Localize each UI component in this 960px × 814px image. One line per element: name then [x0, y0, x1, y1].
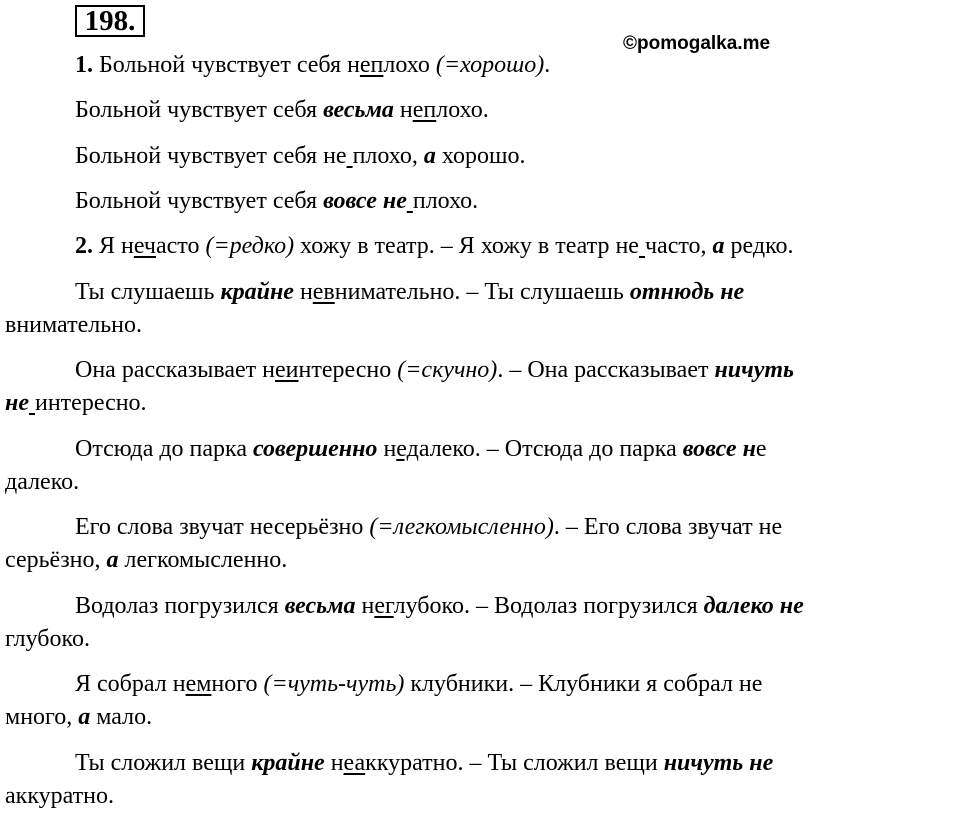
bold-italic-text: весьма	[323, 97, 394, 123]
watermark: ©pomogalka.me	[623, 33, 771, 54]
text: ного	[211, 671, 264, 697]
bold-italic-text: весьма	[284, 593, 356, 619]
text: много,	[5, 704, 79, 730]
section-number: 2.	[75, 233, 93, 259]
text: Отсюда до парка	[75, 436, 253, 462]
section-number: 1.	[75, 52, 93, 78]
underlined-text: еп	[412, 97, 437, 123]
text: плохо,	[352, 143, 424, 169]
text: Я н	[93, 233, 134, 259]
text: . – Она рассказывает	[497, 357, 715, 383]
text: Водолаз погрузился	[75, 593, 285, 619]
text: Ты слушаешь	[75, 279, 221, 305]
bold-italic-text: ничуть не	[663, 750, 774, 776]
underlined-text: ем	[185, 671, 212, 697]
text: мало.	[90, 704, 153, 730]
text: асто	[155, 233, 206, 259]
text: Я собрал н	[75, 671, 186, 697]
bold-italic-text: а	[106, 547, 119, 573]
text: н	[324, 750, 344, 776]
text: Его слова звучат несерьёзно	[75, 514, 370, 540]
text: нтересно	[298, 357, 398, 383]
text: внимательно.	[5, 312, 142, 338]
text: Она рассказывает н	[75, 357, 275, 383]
text: плохо.	[412, 188, 479, 214]
text: Больной чувствует себя н	[93, 52, 360, 78]
underlined-text: ег	[374, 593, 394, 619]
bold-italic-text: крайне	[220, 279, 294, 305]
underlined-text: еи	[275, 357, 299, 383]
italic-text: (=редко)	[205, 233, 295, 259]
bold-italic-text: вовсе не	[323, 188, 407, 214]
text: ккуратно. – Ты сложил вещи	[365, 750, 664, 776]
text: Больной чувствует себя не	[75, 143, 347, 169]
bold-italic-text: вовсе н	[682, 436, 756, 462]
paragraph-2f	[5, 593, 960, 653]
bold-italic-text: не	[5, 390, 29, 416]
text: Больной чувствует себя	[75, 97, 324, 123]
underlined-text: еч	[133, 233, 156, 259]
text: легкомысленно.	[118, 547, 288, 573]
text: лубоко. – Водолаз погрузился	[393, 593, 704, 619]
text: лохо.	[436, 97, 489, 123]
text: серьёзно,	[5, 547, 107, 573]
text: интересно.	[34, 390, 147, 416]
bold-italic-text: далеко не	[703, 593, 804, 619]
text: лохо	[383, 52, 436, 78]
paragraph-1b	[75, 97, 960, 124]
bold-italic-text: ничуть	[714, 357, 795, 383]
text: глубоко.	[5, 626, 90, 652]
bold-italic-text: а	[78, 704, 91, 730]
text: нимательно. – Ты слушаешь	[334, 279, 630, 305]
exercise-number: 198.	[75, 5, 145, 37]
text: н	[293, 279, 313, 305]
text: .	[544, 52, 551, 78]
text: клубники. – Клубники я собрал не	[404, 671, 763, 697]
bold-italic-text: совершенно	[253, 436, 378, 462]
paragraph-1c	[75, 143, 960, 170]
text: редко.	[724, 233, 794, 259]
underlined-text: ед	[396, 436, 419, 462]
paragraph-2g	[5, 671, 960, 731]
paragraph-2b	[5, 279, 960, 339]
paragraph-2a	[75, 233, 960, 260]
italic-text: (=скучно)	[397, 357, 498, 383]
text: алеко. – Отсюда до парка	[418, 436, 683, 462]
text: хожу в театр. – Я хожу в театр не	[294, 233, 639, 259]
text: е	[755, 436, 767, 462]
underlined-text: еп	[359, 52, 384, 78]
text: далеко.	[5, 469, 80, 495]
underlined-text: еа	[343, 750, 366, 776]
paragraph-2d	[5, 436, 960, 496]
paragraph-1d	[75, 188, 960, 215]
text: аккуратно.	[5, 783, 114, 809]
bold-italic-text: отнюдь не	[629, 279, 745, 305]
paragraph-2e	[5, 514, 960, 574]
text: хорошо.	[435, 143, 526, 169]
paragraph-2h	[5, 750, 960, 810]
text: н	[355, 593, 375, 619]
text: часто,	[644, 233, 713, 259]
italic-text: (=легкомысленно)	[369, 514, 554, 540]
italic-text: (=чуть-чуть)	[263, 671, 405, 697]
text: Больной чувствует себя	[75, 188, 324, 214]
bold-italic-text: крайне	[251, 750, 325, 776]
text: . – Его слова звучат не	[553, 514, 783, 540]
paragraph-2c	[5, 357, 960, 417]
paragraph-1a	[75, 52, 960, 79]
italic-text: (=хорошо)	[435, 52, 545, 78]
bold-italic-text: а	[423, 143, 436, 169]
text: Ты сложил вещи	[75, 750, 252, 776]
underlined-text: ев	[312, 279, 335, 305]
bold-italic-text: а	[712, 233, 725, 259]
text: н	[393, 97, 413, 123]
text: н	[377, 436, 397, 462]
